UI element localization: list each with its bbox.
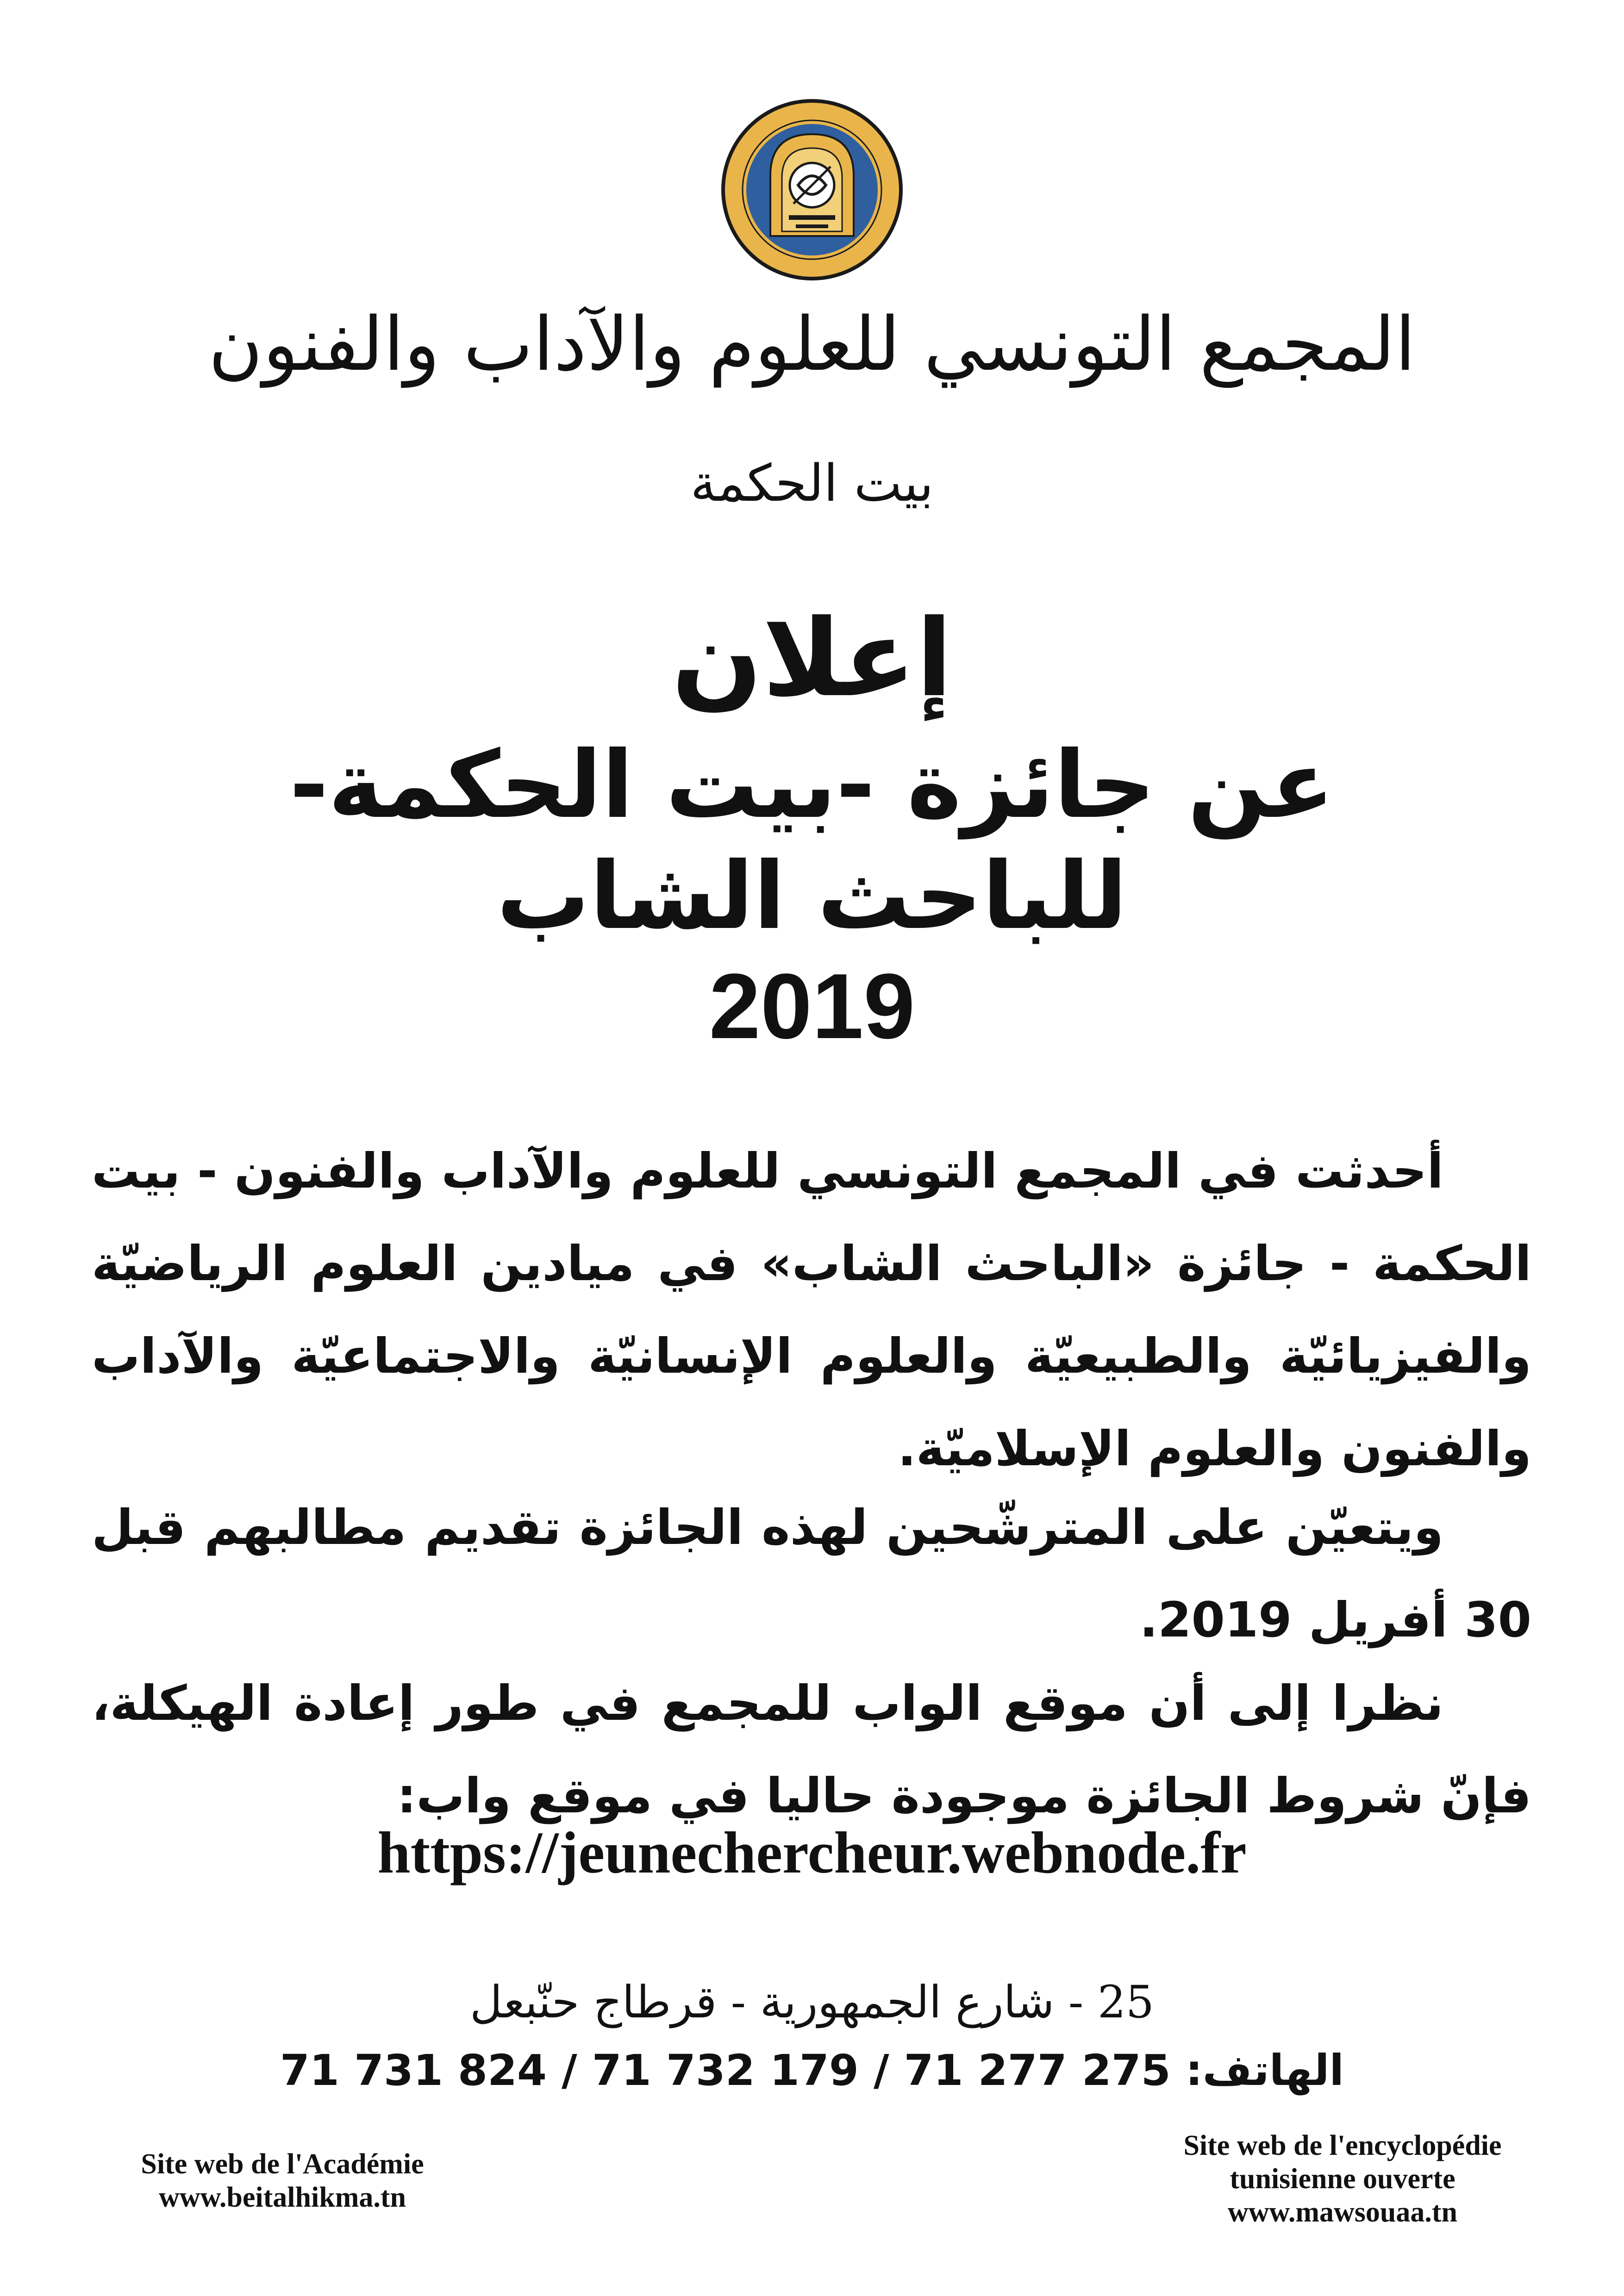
prize-website-link[interactable]: https://jeunechercheur.webnode.fr [377,1820,1247,1885]
house-name-calligraphy: بيت الحكمة [690,454,934,513]
announcement-young-researcher: للباحث الشاب [496,842,1128,950]
announcement-prize-name: عن جائزة -بيت الحكمة- [289,731,1335,839]
announcement-year: 2019 [709,955,915,1058]
footer-academy-label: Site web de l'Académie [141,2148,424,2180]
academy-seal-logo [719,97,905,282]
footer-encyclopedia-label-1: Site web de l'encyclopédie [1183,2130,1502,2161]
footer-academy-site [83,2147,481,2214]
body-paragraph-3: نظرا إلى أن موقع الواب للمجمع في طور إعادة الهيكلة، فإنّ شروط الجائزة موجودة حاليا في موقع واب: [92,1675,1531,1824]
footer-encyclopedia-label-2: tunisienne ouverte [1230,2163,1455,2195]
body-paragraph-2: ويتعيّن على المترشّحين لهذه الجائزة تقديم مطالبهم قبل 30 أفريل 2019. [92,1499,1531,1648]
phone-numbers: الهاتف: 275 277 71 / 179 732 71 / 824 731 71 [280,2046,1344,2095]
footer-encyclopedia-link[interactable]: www.mawsouaa.tn [1227,2196,1458,2228]
footer-academy-link[interactable]: www.beitalhikma.tn [159,2182,406,2213]
body-paragraph-1: أحدثت في المجمع التونسي للعلوم والآداب والفنون - بيت الحكمة - جائزة «الباحث الشاب» في ميادين العلوم الرياضيّة والفيزيائيّة والطبيعيّة والعلوم الإنسانيّة والاجتماعيّة والآداب والفنون والعلوم الإسلاميّة. [92,1143,1531,1477]
academy-name: المجمع التونسي للعلوم والآداب والفنون [208,301,1416,387]
footer-encyclopedia-site [1120,2129,1565,2229]
announcement-title: إعلان [671,597,953,721]
seal-icon [719,97,905,282]
postal-address: 25 - شارع الجمهورية - قرطاج حنّبعل [469,1976,1154,2028]
